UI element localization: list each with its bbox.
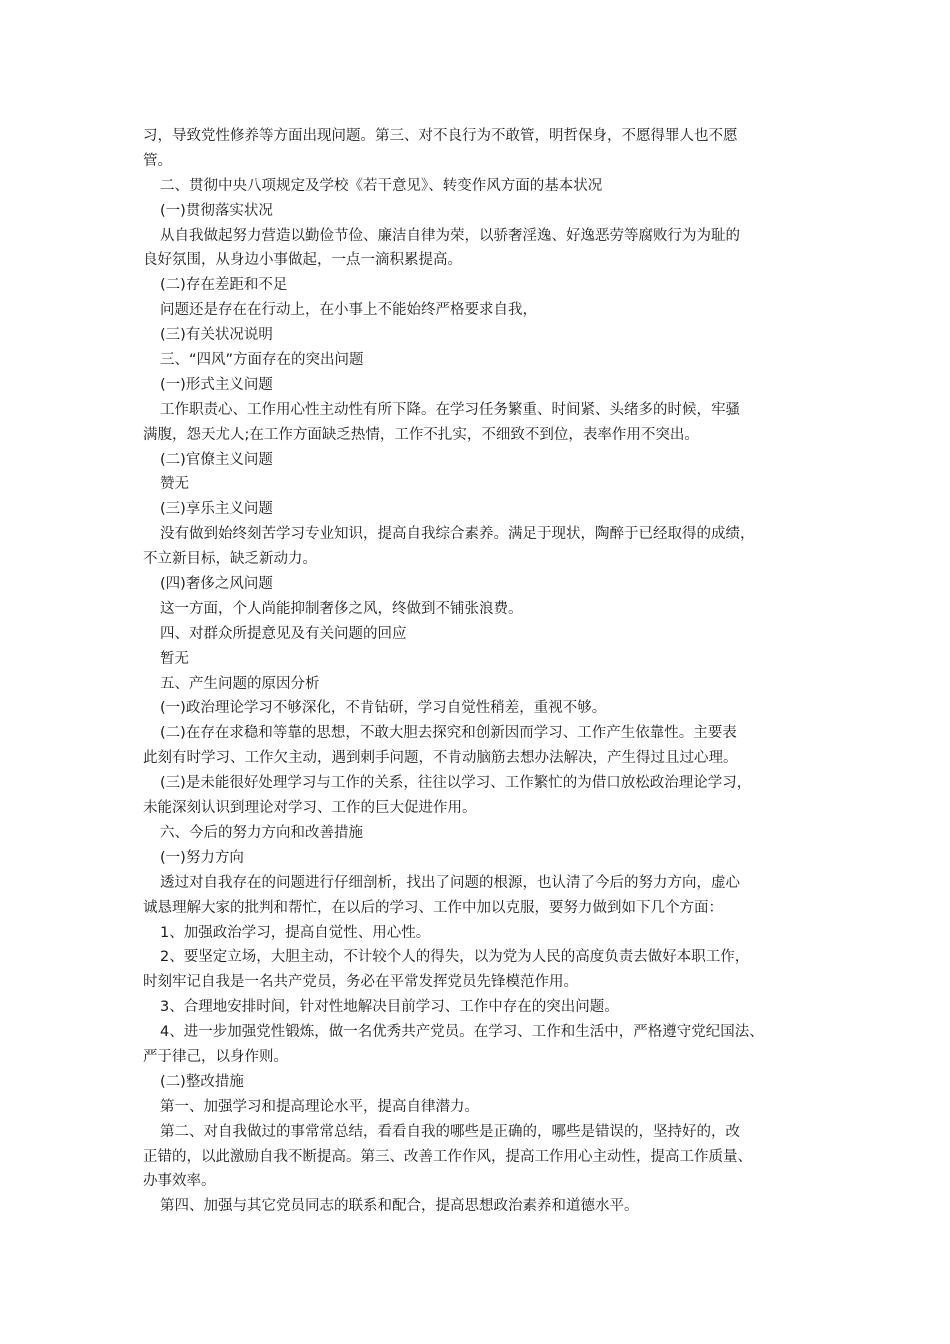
text-line: (二)官僚主义问题 bbox=[160, 451, 273, 468]
text-line: 此刻有时学习、工作欠主动，遇到剌手问题，不肯动脑筋去想办法解决，产生得过且过心理。 bbox=[143, 750, 738, 767]
text-line: 赞无 bbox=[160, 476, 189, 493]
text-line: (四)奢侈之风问题 bbox=[160, 576, 273, 593]
text-line: 办事效率。 bbox=[143, 1173, 216, 1190]
text-line: 三、“四风”方面存在的突出问题 bbox=[160, 352, 364, 369]
text-line: 诚恳理解大家的批判和帮忙，在以后的学习、工作中加以克服，要努力做到如下几个方面： bbox=[143, 899, 723, 916]
text-line: (二)存在差距和不足 bbox=[160, 277, 288, 294]
text-line: (二)在存在求稳和等靠的思想，不敢大胆去探究和创新因而学习、工作产生依靠性。主要表 bbox=[160, 725, 737, 742]
text-line: 习，导致党性修养等方面出现问题。第三、对不良行为不敢管，明哲保身，不愿得罪人也不愿 bbox=[143, 128, 738, 144]
text-line: 没有做到始终刻苦学习专业知识，提高自我综合素养。满足于现状，陶醉于已经取得的成绩， bbox=[160, 526, 755, 543]
text-line: (一)贯彻落实状况 bbox=[160, 202, 273, 219]
text-line: 二、贯彻中央八项规定及学校《若干意见》、转变作风方面的基本状况 bbox=[160, 177, 603, 194]
text-line: 满腹，怨天尤人;在工作方面缺乏热情，工作不扎实，不细致不到位，表率作用不突出。 bbox=[143, 426, 699, 443]
text-line: 时刻牢记自我是一名共产党员，务必在平常发挥党员先锋模范作用。 bbox=[143, 974, 578, 991]
text-line: 4、进一步加强党性锻炼，做一名优秀共产党员。在学习、工作和生活中，严格遵守党纪国法、 bbox=[160, 1024, 764, 1041]
text-line: 这一方面，个人尚能抑制奢侈之风，终做到不铺张浪费。 bbox=[160, 600, 523, 617]
text-line: 1、加强政治学习，提高自觉性、用心性。 bbox=[160, 924, 431, 941]
text-line: 第二、对自我做过的事常常总结，看看自我的哪些是正确的，哪些是错误的，坚持好的，改 bbox=[160, 1123, 740, 1140]
text-line: (三)享乐主义问题 bbox=[160, 501, 273, 518]
text-line: 第四、加强与其它党员同志的联系和配合，提高思想政治素养和道德水平。 bbox=[160, 1198, 639, 1215]
text-line: 正错的，以此激励自我不断提高。第三、改善工作作风，提高工作用心主动性，提高工作质量、 bbox=[143, 1148, 752, 1165]
text-line: 六、今后的努力方向和改善措施 bbox=[160, 824, 363, 841]
text-line: 3、合理地安排时间，针对性地解决目前学习、工作中存在的突出问题。 bbox=[160, 999, 619, 1016]
text-line: 从自我做起努力营造以勤俭节俭、廉洁自律为荣，以骄奢淫逸、好逸恶劳等腐败行为为耻的 bbox=[160, 227, 740, 244]
text-line: 工作职责心、工作用心性主动性有所下降。在学习任务繁重、时间紧、头绪多的时候，牢骚 bbox=[160, 401, 740, 418]
text-line: 透过对自我存在的问题进行仔细剖析，找出了问题的根源，也认清了今后的努力方向，虚心 bbox=[160, 874, 740, 891]
text-line: (三)有关状况说明 bbox=[160, 327, 273, 344]
text-line: 良好氛围，从身边小事做起，一点一滴积累提高。 bbox=[143, 252, 462, 269]
text-line: 四、对群众所提意见及有关问题的回应 bbox=[160, 625, 407, 642]
text-line: (一)形式主义问题 bbox=[160, 376, 273, 393]
text-line: (三)是未能很好处理学习与工作的关系，往往以学习、工作繁忙的为借口放松政治理论学习， bbox=[160, 775, 752, 792]
document-body bbox=[143, 124, 823, 1219]
text-line: 第一、加强学习和提高理论水平，提高自律潜力。 bbox=[160, 1098, 479, 1115]
text-line: 2、要坚定立场，大胆主动，不计较个人的得失，以为党为人民的高度负责去做好本职工作， bbox=[160, 949, 750, 966]
text-line: 管。 bbox=[143, 152, 172, 169]
text-line: 严于律己，以身作则。 bbox=[143, 1048, 288, 1065]
text-line: 五、产生问题的原因分析 bbox=[160, 675, 320, 692]
text-line: 未能深刻认识到理论对学习、工作的巨大促进作用。 bbox=[143, 800, 477, 817]
text-line: 暂无 bbox=[160, 650, 189, 667]
text-line: (一)努力方向 bbox=[160, 849, 244, 866]
text-line: (一)政治理论学习不够深化，不肯钻研，学习自觉性稍差，重视不够。 bbox=[160, 700, 607, 717]
text-line: 不立新目标，缺乏新动力。 bbox=[143, 551, 317, 568]
text-line: (二)整改措施 bbox=[160, 1073, 244, 1090]
text-line: 问题还是存在在行动上，在小事上不能始终严格要求自我， bbox=[160, 302, 537, 319]
